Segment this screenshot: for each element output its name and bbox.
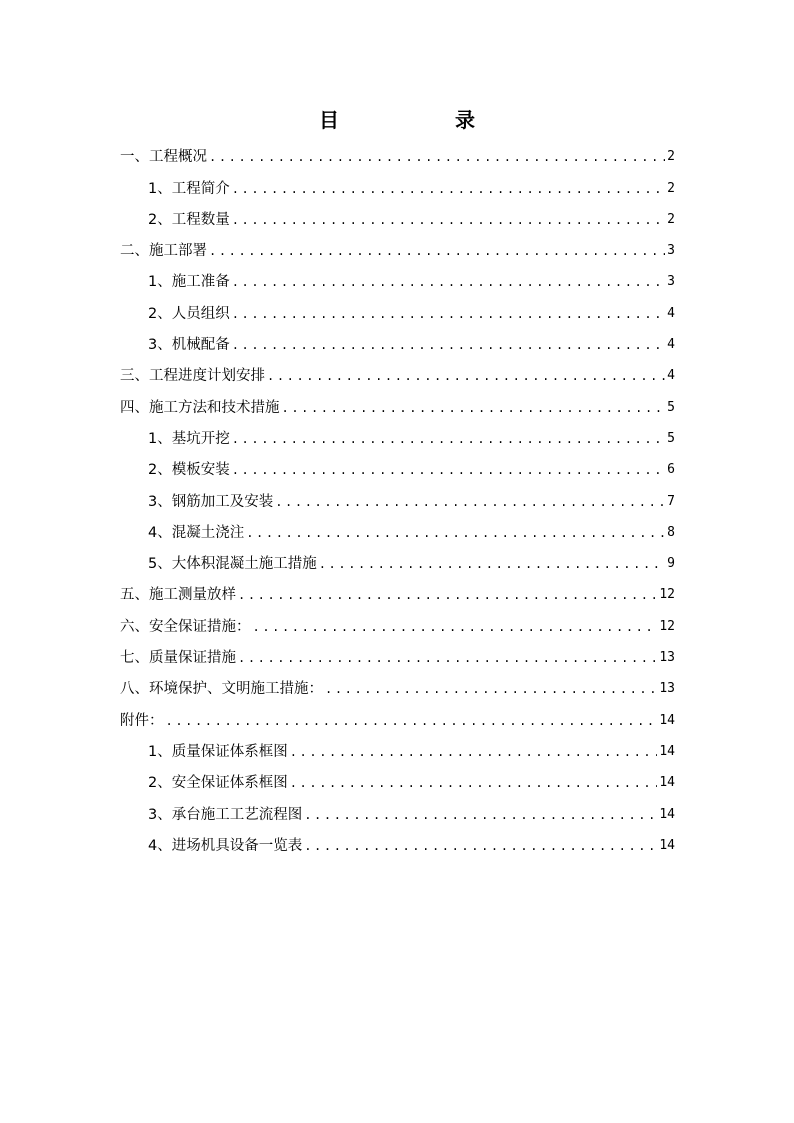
toc-dot-leader [232,206,665,234]
toc-entry-label: 二、施工部署 [120,243,207,260]
toc-entry[interactable] [120,422,675,453]
toc-page-number: 2 [667,149,675,165]
toc-entry[interactable] [120,735,675,766]
toc-entry[interactable] [120,547,675,578]
toc-page-number: 14 [659,806,675,822]
toc-entry-label: 七、质量保证措施 [120,650,236,667]
toc-dot-leader [253,613,658,641]
toc-page-number: 5 [667,399,675,415]
toc-entry-label: 5、大体积混凝土施工措施 [148,556,317,573]
toc-page-number: 14 [659,743,675,759]
toc-page-number: 3 [667,243,675,259]
toc-entry-label: 六、安全保证措施： [120,618,251,635]
toc-dot-leader [232,175,665,203]
toc-page-number: 3 [667,274,675,290]
toc-entry-label: 2、模板安装 [148,462,230,479]
toc-entry-label: 五、施工测量放样 [120,587,236,604]
toc-page-number: 9 [667,556,675,572]
toc-dot-leader [282,394,666,422]
toc-dot-leader [166,707,658,735]
toc-dot-leader [275,488,665,516]
toc-entry-label: 八、环境保护、文明施工措施： [120,681,323,698]
toc-entry[interactable] [120,328,675,359]
toc-page-number: 4 [667,337,675,353]
toc-page-number: 14 [659,775,675,791]
toc-entry[interactable] [120,484,675,515]
toc-page-number: 6 [667,462,675,478]
toc-entry[interactable] [120,766,675,797]
toc-entry[interactable] [120,453,675,484]
toc-entry[interactable] [120,171,675,202]
toc-dot-leader [319,550,665,578]
toc-entry-label: 一、工程概况 [120,149,207,166]
toc-entry-label: 4、混凝土浇注 [148,524,245,541]
toc-dot-leader [325,675,657,703]
toc-entry[interactable] [120,829,675,860]
toc-entry[interactable] [120,609,675,640]
toc-page-number: 2 [667,180,675,196]
toc-entry[interactable] [120,390,675,421]
toc-entry[interactable] [120,359,675,390]
toc-page-number: 4 [667,305,675,321]
toc-dot-leader [232,425,665,453]
toc-entry[interactable] [120,140,675,171]
toc-entry[interactable] [120,672,675,703]
toc-entry-label: 四、施工方法和技术措施 [120,399,280,416]
toc-dot-leader [232,456,665,484]
toc-page-number: 2 [667,211,675,227]
toc-page-number: 5 [667,430,675,446]
toc-dot-leader [304,832,657,860]
toc-dot-leader [246,519,665,547]
toc-dot-leader [238,581,657,609]
toc-dot-leader [209,143,665,171]
toc-entry-label: 3、承台施工工艺流程图 [148,806,303,823]
toc-page-number: 12 [659,587,675,603]
toc-page-number: 13 [659,681,675,697]
toc-entry-label: 1、质量保证体系框图 [148,743,288,760]
toc-dot-leader [232,300,665,328]
toc-entry-label: 4、进场机具设备一览表 [148,837,303,854]
toc-entry-label: 3、机械配备 [148,337,230,354]
toc-page-number: 14 [659,712,675,728]
toc-dot-leader [290,769,658,797]
toc-entry-label: 2、工程数量 [148,211,230,228]
toc-entry[interactable] [120,265,675,296]
toc-entry[interactable] [120,578,675,609]
toc-entry[interactable] [120,203,675,234]
toc-dot-leader [290,738,658,766]
toc-entry[interactable] [120,234,675,265]
toc-page-number: 7 [667,493,675,509]
toc-page-number: 14 [659,837,675,853]
toc-entry-label: 三、工程进度计划安排 [120,368,265,385]
toc-entry-label: 2、安全保证体系框图 [148,775,288,792]
toc-page-number: 13 [659,650,675,666]
toc-entry-label: 附件： [120,712,164,729]
toc-entry[interactable] [120,797,675,828]
table-of-contents [120,140,675,860]
toc-entry-label: 1、施工准备 [148,274,230,291]
toc-dot-leader [232,268,665,296]
page-title: 目 录 [319,108,523,132]
toc-entry-label: 1、工程简介 [148,180,230,197]
toc-page-number: 8 [667,524,675,540]
toc-entry-label: 3、钢筋加工及安装 [148,493,274,510]
toc-entry[interactable] [120,641,675,672]
toc-entry[interactable] [120,296,675,327]
toc-dot-leader [304,801,657,829]
toc-entry[interactable] [120,516,675,547]
toc-page-number: 4 [667,368,675,384]
toc-entry-label: 2、人员组织 [148,305,230,322]
toc-page-number: 12 [659,618,675,634]
toc-dot-leader [238,644,657,672]
toc-entry[interactable] [120,703,675,734]
toc-dot-leader [232,331,665,359]
toc-entry-label: 1、基坑开挖 [148,430,230,447]
toc-dot-leader [209,237,665,265]
toc-dot-leader [267,362,665,390]
